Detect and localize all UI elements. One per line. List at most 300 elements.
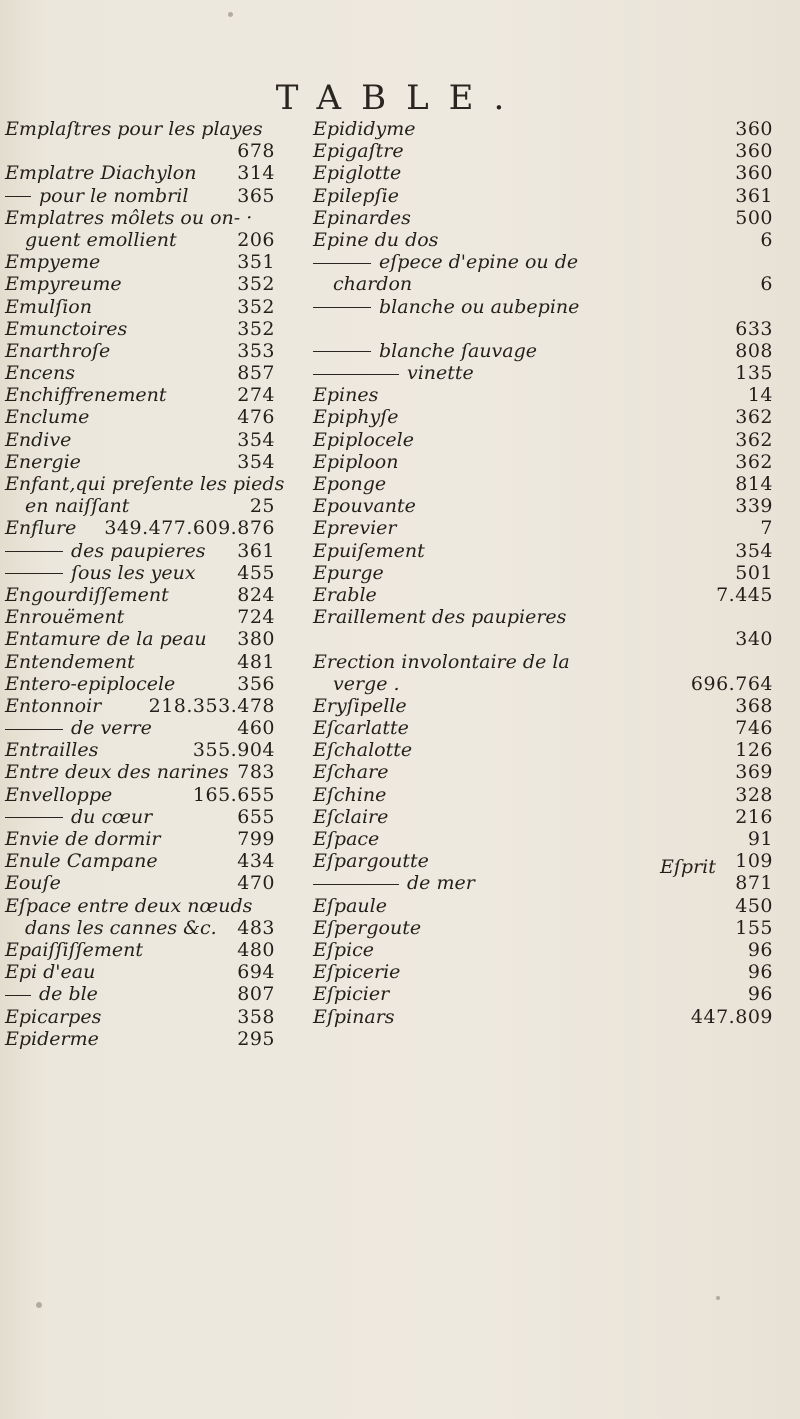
page-heading: TABLE. (275, 78, 525, 118)
index-entry (313, 961, 783, 983)
entry-term-text: Enflure (5, 517, 77, 540)
index-column-right (313, 118, 783, 1028)
index-entry (5, 784, 275, 806)
entry-term-text: Eſpicier (313, 983, 390, 1006)
index-entry (313, 695, 783, 717)
entry-page-number: 362 (735, 428, 773, 451)
entry-term-text: Entrailles (5, 739, 99, 762)
entry-term-text: du cœur (71, 805, 153, 828)
entry-page-number: 349.477.609.876 (104, 517, 275, 540)
entry-term (313, 872, 475, 894)
index-entry (5, 739, 275, 761)
entry-term (313, 340, 537, 362)
ditto-dash (313, 351, 371, 352)
entry-term-text: Empyeme (5, 251, 101, 274)
entry-term-text: Epi d'eau (5, 961, 96, 984)
catchword: Eſprit (660, 856, 716, 878)
entry-term-text: Eſpice (313, 938, 375, 961)
entry-term-text: Enclume (5, 406, 90, 429)
entry-page-number: 746 (735, 717, 773, 740)
entry-term (5, 473, 284, 495)
entry-term (333, 673, 400, 695)
index-entry (5, 318, 275, 340)
index-entry (5, 717, 275, 739)
entry-term (5, 961, 95, 983)
entry-page-number: 824 (237, 583, 275, 606)
entry-term (25, 229, 177, 251)
entry-term (5, 162, 196, 184)
entry-term (5, 761, 229, 783)
entry-term-text: Entero-epiplocele (5, 672, 176, 695)
index-entry (5, 917, 275, 939)
entry-term-text: Enrouëment (5, 606, 125, 629)
index-entry (313, 562, 783, 584)
entry-term-text: Endive (5, 428, 72, 451)
index-entry (5, 628, 275, 650)
entry-term-text: Emplatres môlets ou on- · (5, 206, 253, 229)
index-entry (313, 340, 783, 362)
entry-term-text: Eſpicerie (313, 961, 401, 984)
index-entry (313, 296, 783, 318)
entry-page-number: 274 (237, 384, 275, 407)
entry-page-number: 360 (735, 140, 773, 163)
entry-term-text: Eſcarlatte (313, 717, 409, 740)
entry-page-number: 216 (735, 805, 773, 828)
entry-term (25, 495, 129, 517)
entry-page-number: 694 (237, 961, 275, 984)
index-entry (5, 983, 275, 1005)
index-entry (313, 717, 783, 739)
index-entry (5, 273, 275, 295)
entry-page-number: 857 (237, 362, 275, 385)
entry-page-number: 434 (237, 850, 275, 873)
index-entry (313, 739, 783, 761)
ditto-dash (5, 196, 31, 197)
index-entry (313, 828, 783, 850)
index-entry (5, 140, 275, 162)
entry-page-number: 354 (237, 450, 275, 473)
entry-term (313, 562, 384, 584)
entry-page-number: 25 (249, 495, 275, 518)
entry-page-number: 109 (735, 850, 773, 873)
entry-term (5, 651, 135, 673)
entry-term (5, 362, 75, 384)
ditto-dash (313, 263, 371, 264)
index-entry (5, 229, 275, 251)
entry-term (5, 318, 127, 340)
entry-term (5, 540, 205, 562)
entry-term-text: Emulſion (5, 295, 92, 318)
entry-page-number: 354 (735, 539, 773, 562)
index-entry (313, 162, 783, 184)
entry-term-text: de ble (39, 983, 98, 1006)
entry-term (5, 185, 188, 207)
index-entry (5, 673, 275, 695)
paper-speck (716, 1296, 720, 1300)
index-entry (313, 429, 783, 451)
entry-page-number: 696.764 (690, 672, 773, 695)
ditto-dash (5, 995, 31, 996)
entry-term-text: guent emollient (25, 228, 177, 251)
entry-term-text: Emunctoires (5, 317, 128, 340)
index-entry (5, 362, 275, 384)
entry-term-text: Epigaſtre (313, 140, 404, 163)
entry-term (5, 806, 152, 828)
entry-term (313, 761, 388, 783)
entry-page-number: 724 (237, 606, 275, 629)
entry-page-number: 96 (747, 938, 773, 961)
index-entry (5, 406, 275, 428)
index-entry (5, 806, 275, 828)
entry-term (313, 185, 399, 207)
index-entry (5, 939, 275, 961)
entry-page-number: 96 (747, 983, 773, 1006)
entry-term-text: Empyreume (5, 273, 122, 296)
entry-term-text: Energie (5, 450, 81, 473)
entry-term (333, 273, 412, 295)
entry-term-text: blanche ſauvage (379, 339, 538, 362)
entry-page-number: 369 (735, 761, 773, 784)
entry-term-text: Engourdiſſement (5, 583, 169, 606)
entry-term (313, 140, 404, 162)
index-entry (5, 1028, 275, 1050)
entry-page-number: 470 (237, 872, 275, 895)
entry-term-text: chardon (333, 273, 413, 296)
entry-page-number: 218.353.478 (148, 694, 275, 717)
entry-term-text: Enarthroſe (5, 339, 111, 362)
index-entry (5, 296, 275, 318)
entry-term (5, 695, 101, 717)
index-entry (5, 207, 275, 229)
entry-term (5, 1028, 99, 1050)
entry-page-number: 356 (237, 672, 275, 695)
entry-term-text: Entamure de la peau (5, 628, 207, 651)
entry-term-text: Entendement (5, 650, 135, 673)
entry-term-text: Epicarpes (5, 1005, 102, 1028)
entry-page-number: 6 (760, 273, 773, 296)
index-entry (5, 251, 275, 273)
entry-page-number: 450 (735, 894, 773, 917)
entry-page-number: 328 (735, 783, 773, 806)
entry-term (313, 517, 397, 539)
entry-page-number: 783 (237, 761, 275, 784)
entry-term-text: Envelloppe (5, 783, 113, 806)
entry-term (313, 429, 414, 451)
entry-term (5, 251, 100, 273)
index-entry (313, 1006, 783, 1028)
entry-page-number: 483 (237, 916, 275, 939)
index-entry (313, 406, 783, 428)
entry-page-number: 360 (735, 118, 773, 140)
index-entry (313, 384, 783, 406)
index-entry (313, 451, 783, 473)
entry-term (25, 917, 217, 939)
index-entry (5, 429, 275, 451)
entry-page-number: 351 (237, 251, 275, 274)
entry-term (313, 207, 411, 229)
entry-term-text: Envie de dormir (5, 828, 161, 850)
entry-term (5, 384, 166, 406)
entry-page-number: 362 (735, 450, 773, 473)
paper-speck (228, 12, 233, 17)
entry-term (5, 850, 158, 872)
entry-term (5, 628, 207, 650)
entry-term (313, 850, 429, 872)
index-entry (5, 895, 275, 917)
entry-page-number: 355.904 (192, 739, 275, 762)
entry-term-text: Eſchare (313, 761, 389, 784)
index-entry (313, 118, 783, 140)
entry-term-text: Epines (313, 384, 379, 407)
entry-page-number: 380 (237, 628, 275, 651)
index-entry (5, 562, 275, 584)
entry-term (313, 406, 399, 428)
index-entry (5, 961, 275, 983)
entry-term-text: Encens (5, 362, 75, 385)
entry-term (5, 584, 169, 606)
index-entry (313, 939, 783, 961)
entry-term (5, 340, 110, 362)
entry-term (5, 895, 252, 917)
entry-term-text: Epinardes (313, 206, 411, 229)
index-entry (5, 651, 275, 673)
entry-page-number: 361 (735, 184, 773, 207)
entry-term-text: Epilepſie (313, 184, 399, 207)
entry-term-text: Eryſipelle (313, 694, 407, 717)
entry-page-number: 354 (237, 428, 275, 451)
ditto-dash (5, 817, 63, 818)
entry-page-number: 807 (237, 983, 275, 1006)
index-entry (313, 651, 783, 673)
entry-page-number: 476 (237, 406, 275, 429)
entry-page-number: 155 (735, 916, 773, 939)
entry-page-number: 501 (735, 561, 773, 584)
entry-term-text: vinette (407, 362, 474, 385)
index-entry (5, 761, 275, 783)
entry-term-text: Eponge (313, 473, 387, 495)
entry-term (313, 828, 379, 850)
entry-term (313, 229, 438, 251)
entry-term-text: Eſpergoute (313, 916, 422, 939)
entry-page-number: 7 (760, 517, 773, 540)
entry-term-text: en naiſſant (25, 495, 130, 518)
index-entry (5, 606, 275, 628)
entry-term-text: Enule Campane (5, 850, 158, 873)
entry-page-number: 353 (237, 339, 275, 362)
index-entry (313, 983, 783, 1005)
entry-page-number: 500 (735, 206, 773, 229)
entry-term (313, 451, 398, 473)
entry-term (5, 296, 92, 318)
entry-term-text: Emplatre Diachylon (5, 162, 197, 185)
entry-term-text: Eſpinars (313, 1005, 395, 1028)
entry-term (313, 806, 388, 828)
index-entry (313, 495, 783, 517)
entry-page-number: 352 (237, 295, 275, 318)
entry-page-number: 360 (735, 162, 773, 185)
entry-term (313, 784, 386, 806)
entry-page-number: 368 (735, 694, 773, 717)
entry-page-number: 455 (237, 561, 275, 584)
ditto-dash (313, 307, 371, 308)
entry-term (313, 495, 416, 517)
entry-term-text: des paupieres (71, 539, 206, 562)
index-entry (313, 606, 783, 628)
entry-term (313, 362, 474, 384)
entry-page-number: 126 (735, 739, 773, 762)
index-entry (5, 1006, 275, 1028)
entry-page-number: 361 (237, 539, 275, 562)
entry-term-text: Eraillement des paupieres (313, 606, 567, 629)
entry-term (5, 828, 161, 850)
entry-term (313, 251, 578, 273)
index-entry (313, 761, 783, 783)
entry-term-text: verge . (333, 672, 400, 695)
entry-page-number: 365 (237, 184, 275, 207)
entry-page-number: 633 (735, 317, 773, 340)
entry-term (313, 162, 401, 184)
entry-term (313, 739, 412, 761)
index-entry (313, 806, 783, 828)
index-entry (5, 451, 275, 473)
entry-term (313, 983, 389, 1005)
entry-term-text: Epiderme (5, 1027, 99, 1050)
entry-term (5, 406, 89, 428)
index-entry (313, 185, 783, 207)
index-entry (5, 162, 275, 184)
entry-term (5, 939, 143, 961)
index-entry (5, 340, 275, 362)
ditto-dash (313, 884, 399, 885)
entry-term-text: Emplaſtres pour les playes (5, 118, 263, 140)
entry-term (313, 296, 579, 318)
entry-term-text: Entre deux des narines (5, 761, 229, 784)
entry-term-text: pour le nombril (39, 184, 189, 207)
entry-term (5, 451, 81, 473)
entry-term (5, 429, 71, 451)
entry-term-text: dans les cannes &c. (25, 916, 217, 939)
entry-page-number: 14 (747, 384, 773, 407)
entry-term (5, 606, 124, 628)
entry-term-text: Epiglotte (313, 162, 402, 185)
index-entry (313, 895, 783, 917)
entry-term (5, 673, 175, 695)
entry-term (313, 1006, 395, 1028)
entry-page-number: 678 (237, 140, 275, 163)
index-entry (313, 251, 783, 273)
entry-term-text: Erable (313, 583, 377, 606)
entry-term (313, 961, 400, 983)
index-entry (5, 584, 275, 606)
index-entry (5, 495, 275, 517)
ditto-dash (5, 729, 63, 730)
entry-page-number: 358 (237, 1005, 275, 1028)
entry-term-text: Epine du dos (313, 228, 439, 251)
index-column-left (5, 118, 285, 1050)
entry-page-number: 480 (237, 938, 275, 961)
entry-term-text: Eſpaule (313, 894, 387, 917)
entry-term (313, 584, 377, 606)
entry-page-number: 871 (735, 872, 773, 895)
entry-page-number: 91 (747, 828, 773, 850)
entry-term (313, 473, 386, 495)
entry-term (5, 1006, 101, 1028)
entry-term-text: Epiploon (313, 450, 399, 473)
entry-term-text: Erection involontaire de la (313, 650, 570, 673)
entry-term (5, 739, 98, 761)
index-entry (313, 318, 783, 340)
entry-page-number: 6 (760, 228, 773, 251)
entry-term (313, 540, 425, 562)
index-entry (313, 473, 783, 495)
entry-page-number: 295 (237, 1027, 275, 1050)
index-entry (5, 473, 285, 495)
index-entry (5, 540, 275, 562)
entry-term (313, 939, 374, 961)
entry-page-number: 808 (735, 339, 773, 362)
entry-term (313, 917, 421, 939)
entry-term-text: Enfant,qui preſente les pieds (5, 473, 285, 495)
index-entry (313, 540, 783, 562)
entry-term-text: ſous les yeux (71, 561, 196, 584)
entry-term (5, 983, 98, 1005)
entry-term (5, 784, 112, 806)
entry-term (313, 384, 378, 406)
entry-term (5, 717, 152, 739)
ditto-dash (5, 551, 63, 552)
entry-page-number: 7.445 (716, 583, 773, 606)
index-entry (313, 517, 783, 539)
entry-term-text: Epididyme (313, 118, 416, 140)
entry-page-number: 314 (237, 162, 275, 185)
entry-term-text: de verre (71, 717, 152, 740)
entry-term (5, 872, 61, 894)
entry-term (313, 695, 407, 717)
entry-term-text: Epouvante (313, 495, 416, 518)
entry-page-number: 481 (237, 650, 275, 673)
entry-term (5, 207, 252, 229)
index-entry (5, 850, 275, 872)
entry-term-text: Eſclaire (313, 805, 389, 828)
entry-term-text: de mer (407, 872, 475, 895)
entry-page-number: 96 (747, 961, 773, 984)
entry-page-number: 135 (735, 362, 773, 385)
entry-term-text: Epuiſement (313, 539, 425, 562)
paper-speck (36, 1302, 42, 1308)
entry-term-text: Eſchine (313, 783, 387, 806)
entry-page-number: 340 (735, 628, 773, 651)
index-entry (5, 872, 275, 894)
entry-term-text: Enchiffrenement (5, 384, 167, 407)
index-entry (5, 118, 275, 140)
entry-page-number: 814 (735, 473, 773, 495)
entry-page-number: 339 (735, 495, 773, 518)
entry-term-text: Epaiſſiſſement (5, 938, 144, 961)
index-entry (313, 628, 783, 650)
entry-term (313, 118, 416, 140)
index-entry (313, 207, 783, 229)
index-entry (5, 828, 275, 850)
entry-page-number: 362 (735, 406, 773, 429)
index-entry (313, 917, 783, 939)
entry-term-text: Eſchalotte (313, 739, 413, 762)
entry-page-number: 447.809 (690, 1005, 773, 1028)
entry-term-text: blanche ou aubepine (379, 295, 580, 318)
entry-term-text: Eprevier (313, 517, 397, 540)
entry-page-number: 206 (237, 228, 275, 251)
entry-page-number: 460 (237, 717, 275, 740)
entry-term-text: Epiphyſe (313, 406, 399, 429)
